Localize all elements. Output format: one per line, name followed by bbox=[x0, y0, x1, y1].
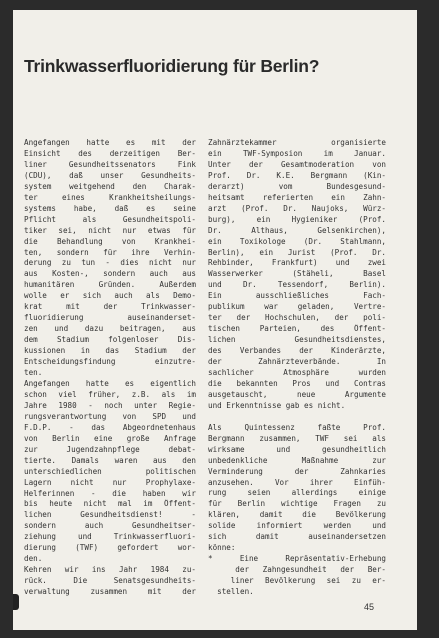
text-line: Wasserwerker (Stäheli, Basel bbox=[208, 269, 386, 279]
text-line: liner Gesundheitssenators Fink bbox=[24, 159, 196, 169]
text-line: schon viel früher, z.B. als im bbox=[24, 389, 196, 399]
text-line: die bekannten Pros und Contras bbox=[208, 378, 386, 388]
text-line: Dr. Althaus, Gelsenkirchen), bbox=[208, 225, 386, 235]
text-line: aus Kosten-, sondern auch aus bbox=[24, 269, 196, 279]
text-line: unterschiedlichen politischen bbox=[24, 466, 196, 476]
text-line: sich damit auseinandersetzen bbox=[208, 532, 386, 542]
text-line: derung zu tun - dies nicht nur bbox=[24, 258, 196, 268]
text-line: ten, sondern für ihre Verhin- bbox=[24, 247, 196, 257]
text-line: Angefangen hatte es eigentlich bbox=[24, 378, 196, 388]
text-line: * Eine Repräsentativ-Erhebung bbox=[208, 554, 386, 564]
text-line: F.D.P. - das Abgeordnetenhaus bbox=[24, 422, 196, 432]
text-line: ter eines Krankheitsheilungs- bbox=[24, 192, 196, 202]
text-line: wirksame und gesundheitlich bbox=[208, 444, 386, 454]
text-line: Unter der Gesamtmoderation von bbox=[208, 159, 386, 169]
text-line: und Erkenntnisse gab es nicht. bbox=[208, 400, 346, 410]
text-line: der Zahngesundheit der Ber- bbox=[208, 565, 386, 575]
text-line: ein TWF-Symposion im Januar. bbox=[208, 148, 386, 158]
text-line: Kehren wir ins Jahr 1984 zu- bbox=[24, 565, 196, 575]
text-line: lichen Gesundheitsdienstes, bbox=[208, 335, 386, 345]
text-line: tierte. Damals waren aus den bbox=[24, 455, 196, 465]
text-line: Bergmann zusammen, TWF sei als bbox=[208, 433, 386, 443]
page-number: 45 bbox=[364, 602, 375, 612]
text-line: tischen Parteien, des Öffent- bbox=[208, 324, 386, 334]
text-line: klären, damit die Bevölkerung bbox=[208, 510, 386, 520]
text-line: Prof. Dr. K.E. Bergmann (Kin- bbox=[208, 170, 386, 180]
text-line: Helferinnen - die haben wir bbox=[24, 488, 196, 498]
text-line: systems habe, daß es seine bbox=[24, 203, 196, 213]
document-page bbox=[13, 10, 417, 630]
text-line: (CDU), daß unser Gesundheits- bbox=[24, 170, 196, 180]
text-line: solide informiert werden und bbox=[208, 521, 386, 531]
text-line: rück. Die Senatsgesundheits- bbox=[24, 576, 196, 586]
text-line: dierung (TWF) gefordert wor- bbox=[24, 543, 196, 553]
text-line: stellen. bbox=[208, 587, 254, 597]
text-line: könne: bbox=[208, 543, 236, 553]
text-line: derarzt) vom Bundesgesund- bbox=[208, 181, 386, 191]
text-line: humanitären Gründen. Außerdem bbox=[24, 280, 196, 290]
text-line: rung seien allerdings einige bbox=[208, 488, 386, 498]
text-line: die Behandlung von Krankhei- bbox=[24, 236, 196, 246]
text-line: Einsicht des derzeitigen Ber- bbox=[24, 148, 196, 158]
text-line: burg), ein Hygieniker (Prof. bbox=[208, 214, 386, 224]
text-line: Angefangen hatte es mit der bbox=[24, 138, 196, 147]
text-line: der Zahnärzteverbände. In bbox=[208, 357, 386, 367]
text-line: ten. bbox=[24, 368, 43, 378]
text-line: heitsamt referierten ein Zahn- bbox=[208, 192, 386, 202]
text-line: Entscheidungsfindung einzutre- bbox=[24, 357, 196, 367]
text-line: Als Quintessenz faßte Prof. bbox=[208, 422, 386, 432]
text-line: verwaltung zusammen mit der bbox=[24, 587, 196, 597]
text-line: krat mit der Trinkwasser- bbox=[24, 302, 196, 312]
text-column-right bbox=[208, 138, 386, 598]
text-line: Verminderung der Zahnkaries bbox=[208, 466, 386, 476]
text-line: des Verbandes der Kinderärzte, bbox=[208, 346, 386, 356]
text-line: ausgetauscht, neue Argumente bbox=[208, 389, 386, 399]
text-line: sondern auch Gesundheitser- bbox=[24, 521, 196, 531]
text-line: zen und dazu beitragen, aus bbox=[24, 324, 196, 334]
text-line: dem Stadium folgenloser Dis- bbox=[24, 335, 196, 345]
text-line: von Berlin eine große Anfrage bbox=[24, 433, 196, 443]
text-line: tiker sei, nicht nur etwas für bbox=[24, 225, 196, 235]
text-line: Ein ausschließliches Fach- bbox=[208, 291, 386, 301]
text-line: liner Bevölkerung sei zu er- bbox=[208, 576, 386, 586]
text-line: Berlin), ein Jurist (Prof. Dr. bbox=[208, 247, 386, 257]
text-line: wolle er sich auch als Demo- bbox=[24, 291, 196, 301]
text-line: bis heute nicht mal im Öffent- bbox=[24, 499, 196, 509]
text-line: ziehung und Trinkwasserfluori- bbox=[24, 532, 196, 542]
text-line: fluoridierung auseinanderset- bbox=[24, 313, 196, 323]
text-line: Jahre 1980 - noch unter Regie- bbox=[24, 400, 196, 410]
text-line bbox=[208, 412, 386, 423]
text-line: ter der Hochschulen, der poli- bbox=[208, 313, 386, 323]
text-line: kussionen in das Stadium der bbox=[24, 346, 196, 356]
text-line: rungsverantwortung von SPD und bbox=[24, 411, 196, 421]
text-line: Zahnärztekammer organisierte bbox=[208, 138, 386, 147]
text-line: Pflicht als Gesundheitspoli- bbox=[24, 214, 196, 224]
text-line: für Berlin wichtige Fragen zu bbox=[208, 499, 386, 509]
text-line: arzt (Prof. Dr. Naujoks, Würz- bbox=[208, 203, 386, 213]
text-line: und Dr. Tessendorf, Berlin). bbox=[208, 280, 386, 290]
text-line: anzusehen. Vor ihrer Einfüh- bbox=[208, 477, 386, 487]
text-line: Lagern nicht nur Prophylaxe- bbox=[24, 477, 196, 487]
text-line: system weitgehend den Charak- bbox=[24, 181, 196, 191]
page-edge-tab bbox=[13, 594, 19, 610]
text-line: ein Toxikologe (Dr. Stahlmann, bbox=[208, 236, 386, 246]
article-title: Trinkwasserfluoridierung für Berlin? bbox=[24, 56, 320, 76]
text-line: den. bbox=[24, 554, 43, 564]
text-column-left bbox=[24, 138, 196, 598]
text-line: sachlicher Atmosphäre wurden bbox=[208, 368, 386, 378]
text-line: lichen Gesundheitsdienst! - bbox=[24, 510, 196, 520]
text-line: Rehbinder, Frankfurt) und zwei bbox=[208, 258, 386, 268]
text-line: unbedenkliche Maßnahme zur bbox=[208, 455, 386, 465]
text-line: zur Jugendzahnpflege debat- bbox=[24, 444, 196, 454]
text-line: publikum war geladen, Vertre- bbox=[208, 302, 386, 312]
